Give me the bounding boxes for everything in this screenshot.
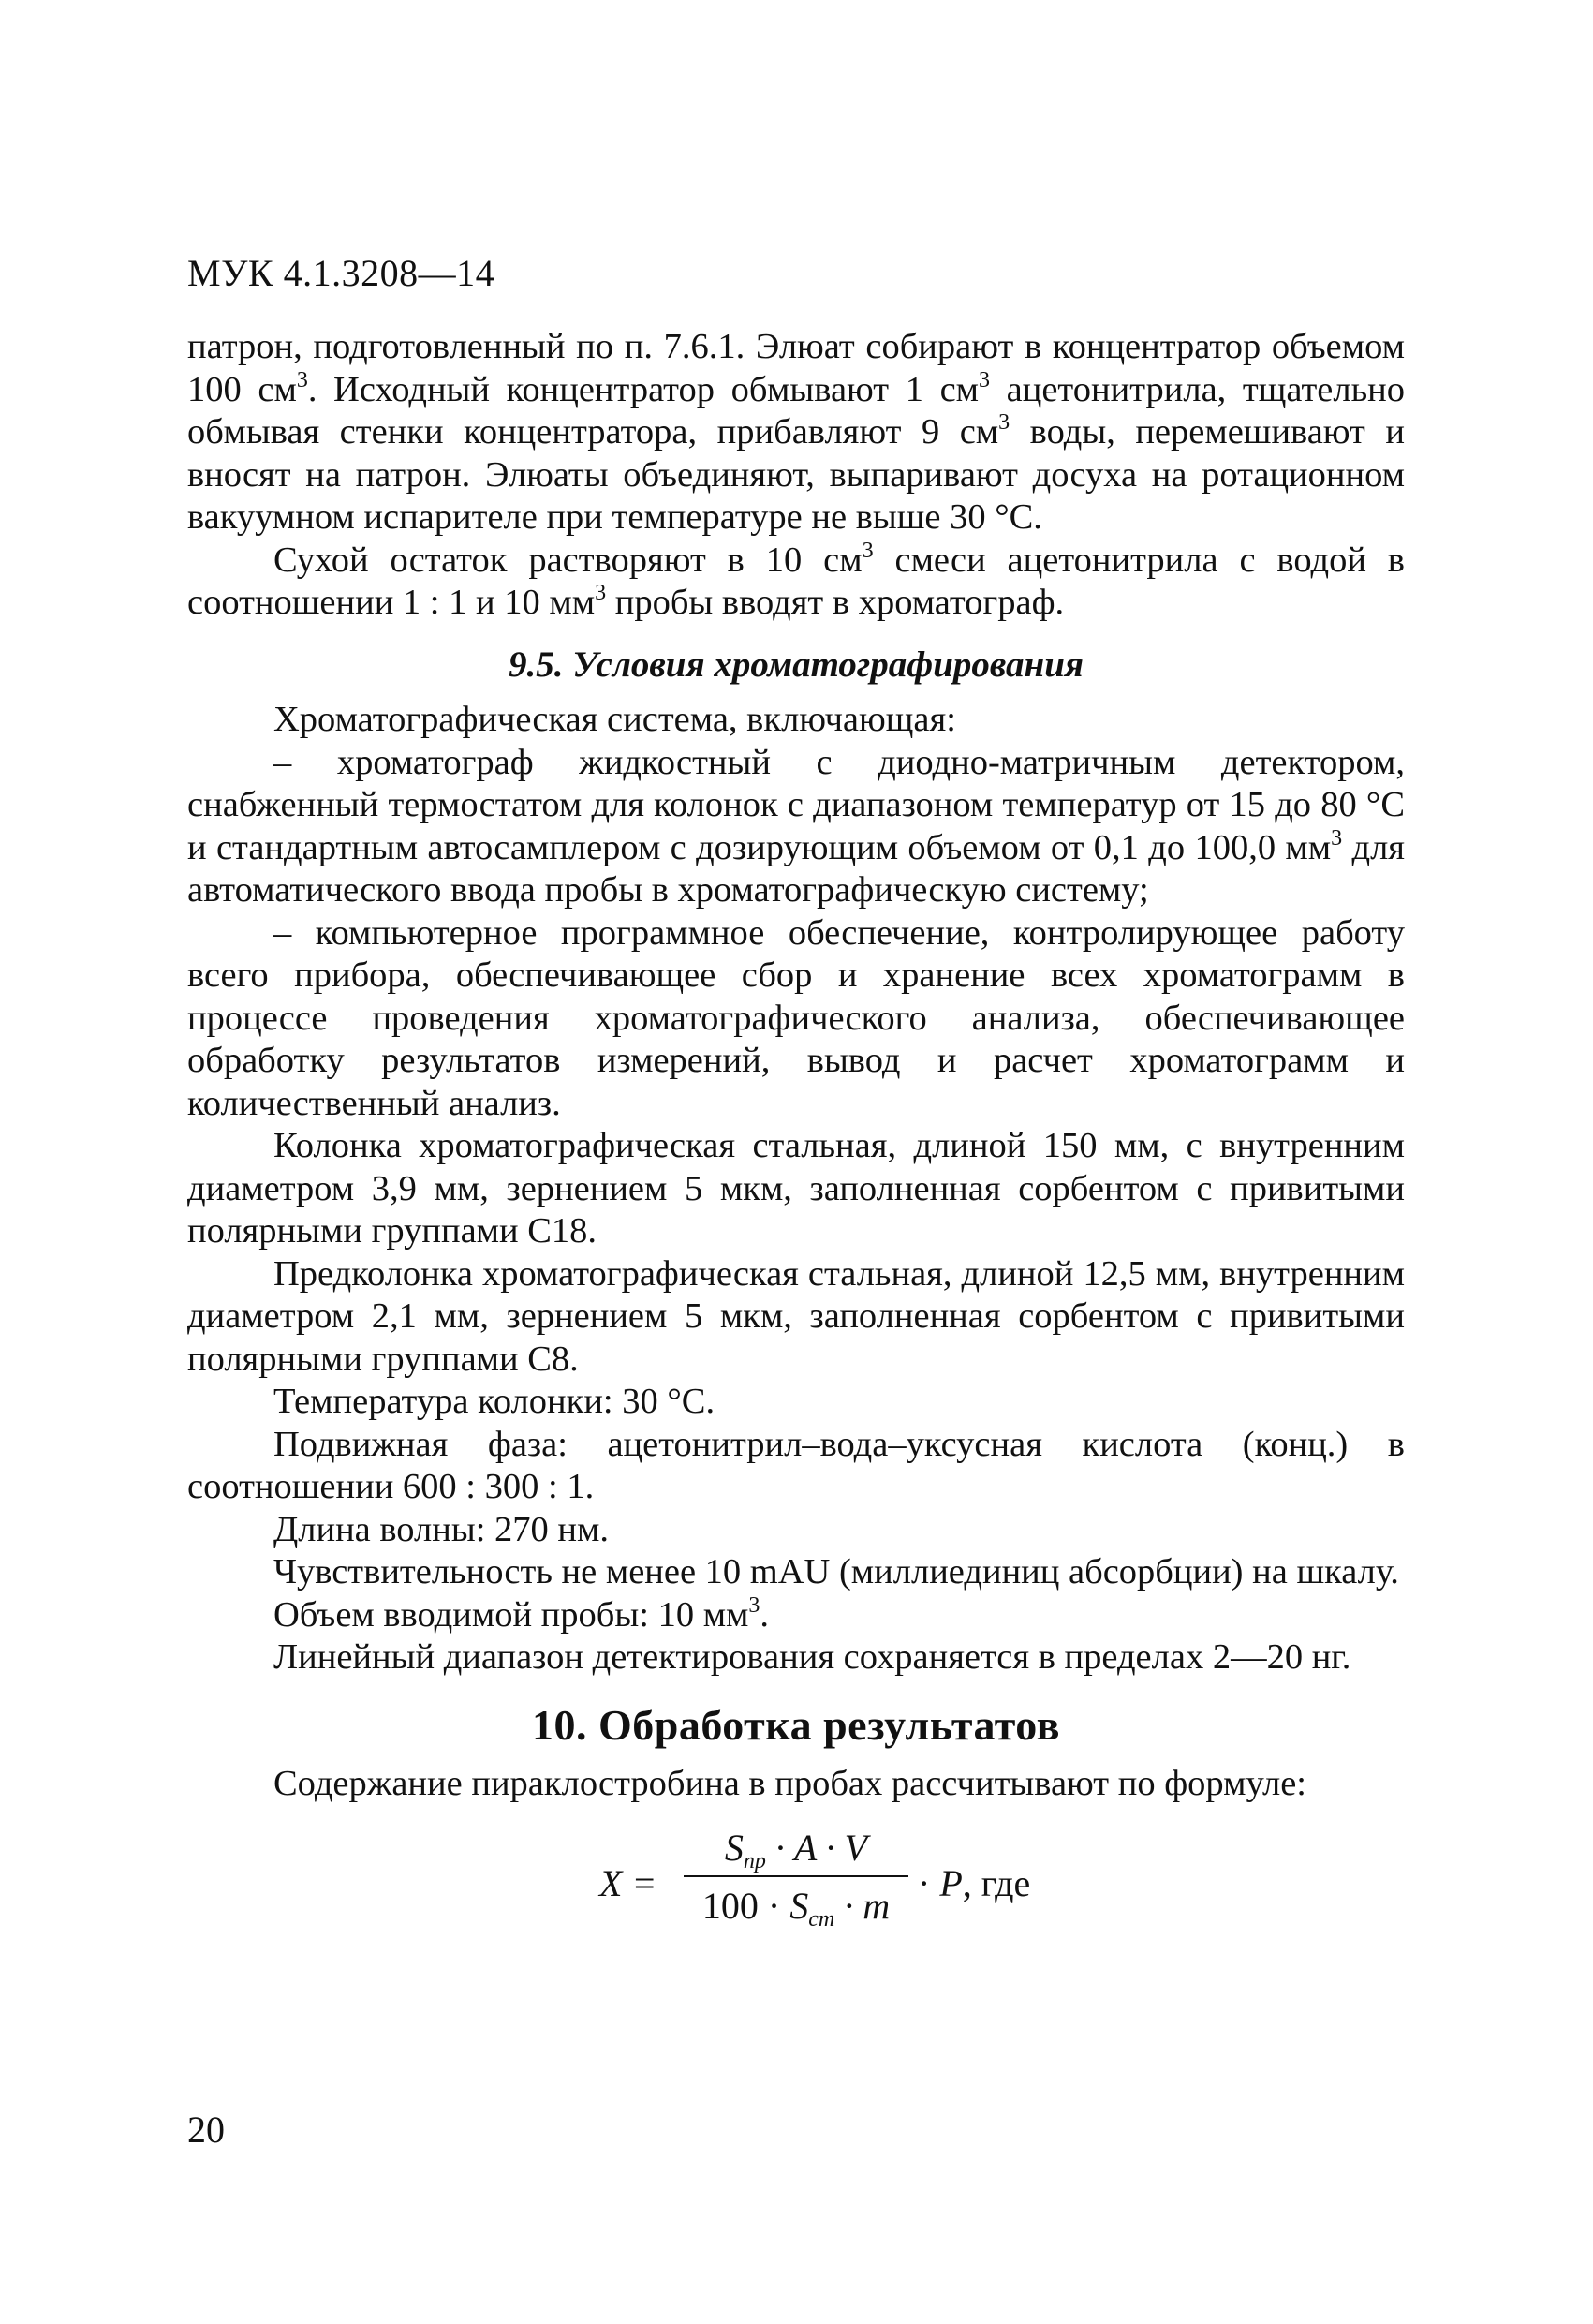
formula-fraction-bar — [684, 1875, 908, 1877]
section-heading: 10. Обработка результатов — [532, 1700, 1060, 1749]
formula-numerator: $S_{пр} \cdot A \cdot V$ — [724, 1826, 868, 1873]
formula-lhs: X = — [599, 1861, 657, 1904]
paragraph-precolumn: Предколонка хроматографическая стальная, длиной 12,5 мм, внутренним диаметром 2,1 мм, зернением 5 мкм, заполненная сорбентом с привитыми полярными группами С8. — [187, 1253, 1405, 1379]
subsection-heading: 9.5. Условия хроматографирования — [509, 644, 1084, 685]
formula-tail: · P, где — [918, 1861, 1031, 1904]
page-body — [187, 326, 1405, 1965]
formula — [187, 1825, 1405, 1965]
list-item-software: – компьютерное программное обеспечение, контролирующее работу всего прибора, обеспечивающее сбор и хранение всех хроматограмм в процессе проведения хроматографического анализа, обеспечивающее обработку результатов измерений, вывод и расчет хроматограмм и количественный анализ. — [187, 912, 1405, 1123]
paragraph-eluate: патрон, подготовленный по п. 7.6.1. Элюат собирают в концентратор объемом 100 $см^3$. Исходный концентратор обмывают 1 $см^3$ ацетонитрила, тщательно обмывая стенки концентратора, прибавляют 9 $см^3$ воды, перемешивают и вносят на патрон. Элюаты объединяют, выпаривают досуха на ротационном вакуумном испарителе при температуре не выше 30 °С. — [187, 327, 1405, 537]
document-code-header: МУК 4.1.3208—14 — [187, 252, 495, 294]
paragraph-linear-range: Линейный диапазон детектирования сохраняется в пределах 2—20 нг. — [273, 1637, 1351, 1677]
paragraph-sensitivity: Чувствительность не менее 10 mAU (миллиединиц абсорбции) на шкалу. — [273, 1552, 1399, 1591]
formula-denominator: $100 \cdot S_{ст} \cdot m$ — [701, 1884, 891, 1932]
paragraph-column: Колонка хроматографическая стальная, длиной 150 мм, с внутренним диаметром 3,9 мм, зернением 5 мкм, заполненная сорбентом с привитыми полярными группами С18. — [187, 1126, 1405, 1251]
paragraph-wavelength: Длина волны: 270 нм. — [273, 1509, 610, 1549]
list-item-chromatograph: – хроматограф жидкостный с диодно-матричным детектором, снабженный термостатом для колонок с диапазоном температур от 15 до 80 °С и стандартным автосамплером с дозирующим объемом от 0,1 до 100,0 $мм^3$ для автоматического ввода пробы в хроматографическую систему; — [187, 742, 1405, 910]
paragraph-formula-intro: Содержание пираклостробина в пробах рассчитывают по формуле: — [273, 1764, 1307, 1803]
paragraph-mobile-phase: Подвижная фаза: ацетонитрил–вода–уксусная кислота (конц.) в соотношении 600 : 300 : 1. — [187, 1424, 1405, 1506]
paragraph-system-intro: Хроматографическая система, включающая: — [273, 700, 956, 739]
paragraph-dry-residue: Сухой остаток растворяют в 10 $см^3$ смеси ацетонитрила с водой в соотношении 1 : 1 и 10 $мм^3$ пробы вводят в хроматограф. — [187, 538, 1405, 622]
page-number: 20 — [187, 2109, 225, 2151]
formula-fraction — [684, 1825, 908, 1930]
paragraph-injection-volume: Объем вводимой пробы: 10 $мм^3$. — [273, 1592, 770, 1635]
paragraph-temperature: Температура колонки: 30 °С. — [273, 1382, 715, 1421]
